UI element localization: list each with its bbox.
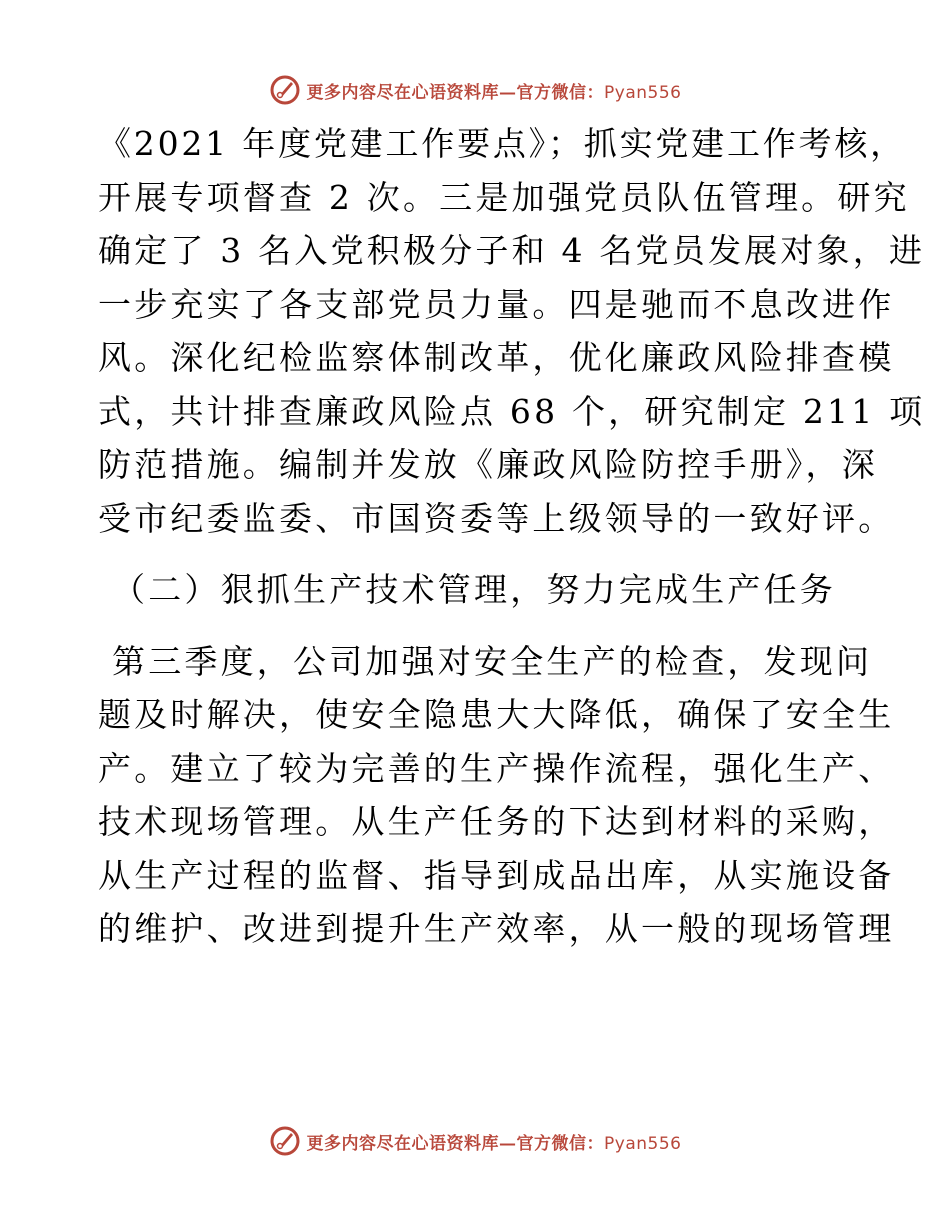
footer-banner-cn: 更多内容尽在心语资料库—官方微信：	[306, 1133, 605, 1154]
logo-icon	[269, 1125, 301, 1157]
paragraph-2-line: 第三季度，公司加强对安全生产的检查，发现问	[112, 641, 873, 681]
footer-banner	[0, 1121, 950, 1161]
paragraph-1-line: 受市纪委监委、市国资委等上级领导的一致好评。	[98, 498, 895, 538]
header-banner-id: Pyan556	[604, 82, 682, 103]
header-banner-text	[307, 78, 682, 103]
paragraph-1-line: 防范措施。编制并发放《廉政风险防控手册》，深	[98, 445, 878, 484]
paragraph-1-line: 式，共计排查廉政风险点 68 个，研究制定 211 项	[98, 391, 926, 431]
paragraph-2	[98, 636, 895, 957]
paragraph-2-line: 技术现场管理。从生产任务的下达到材料的采购，	[98, 802, 895, 841]
paragraph-1-line: 风。深化纪检监察体制改革，优化廉政风险排查模	[98, 338, 895, 377]
paragraph-2-line: 的维护、改进到提升生产效率，从一般的现场管理	[98, 909, 895, 948]
paragraph-2-line: 产。建立了较为完善的生产操作流程，强化生产、	[98, 748, 895, 788]
header-banner-cn: 更多内容尽在心语资料库—官方微信：	[306, 82, 605, 103]
section-heading: （二）狠抓生产技术管理，努力完成生产任务	[112, 570, 836, 609]
paragraph-1-line: 一步充实了各支部党员力量。四是驰而不息改进作	[98, 284, 895, 324]
header-banner	[0, 70, 950, 110]
paragraph-1-line: 确定了 3 名入党积极分子和 4 名党员发展对象，进	[98, 231, 926, 270]
document-body	[98, 118, 926, 957]
paragraph-2-line: 从生产过程的监督、指导到成品出库，从实施设备	[98, 855, 895, 895]
paragraph-1-line: 开展专项督查 2 次。三是加强党员队伍管理。研究	[98, 177, 910, 217]
paragraph-1	[98, 118, 926, 546]
footer-banner-text	[307, 1129, 682, 1154]
paragraph-2-line: 题及时解决，使安全隐患大大降低，确保了安全生	[98, 695, 895, 734]
logo-icon	[269, 74, 301, 106]
paragraph-1-line: 《2021 年度党建工作要点》；抓实党建工作考核，	[98, 124, 906, 163]
footer-banner-id: Pyan556	[604, 1133, 682, 1154]
